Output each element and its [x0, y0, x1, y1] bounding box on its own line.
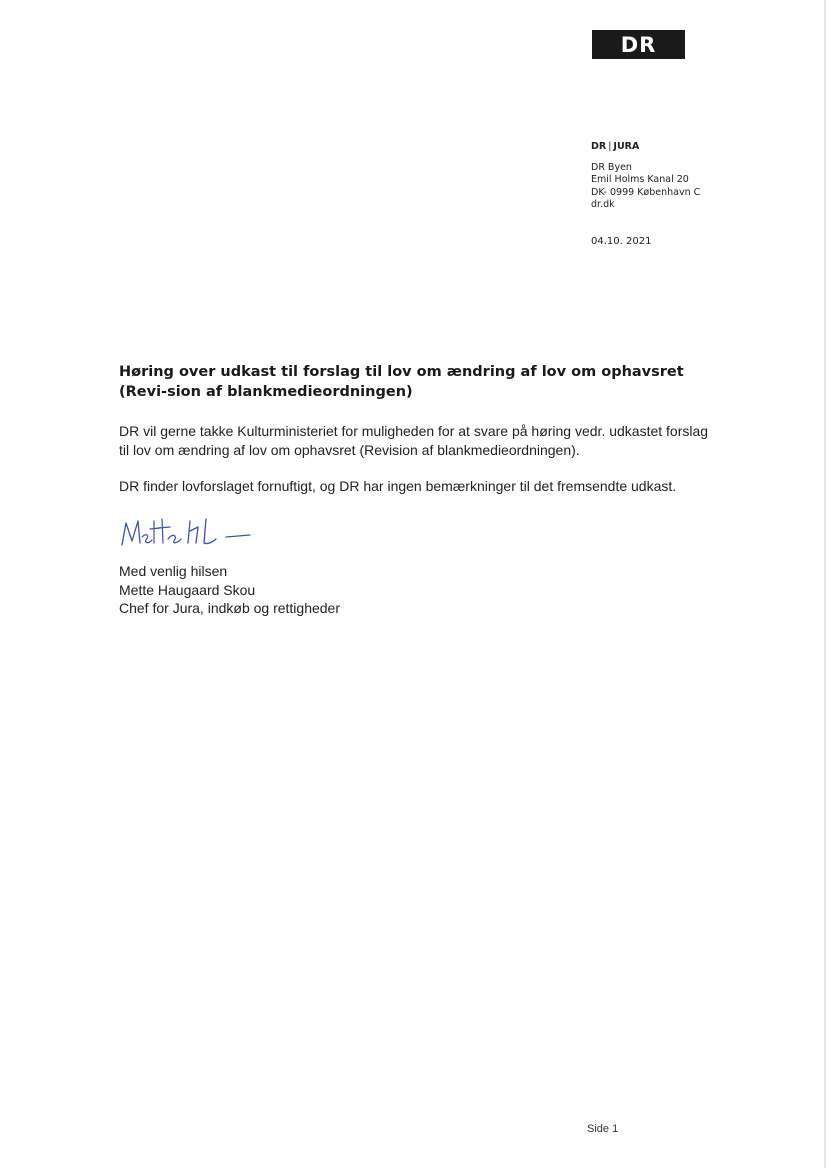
- sender-department-name: JURA: [613, 141, 640, 152]
- address-line: DK- 0999 København C: [591, 186, 701, 198]
- signer-title: Chef for Jura, indkøb og rettigheder: [119, 600, 341, 616]
- closing-greeting: Med venlig hilsen: [119, 563, 228, 579]
- body-paragraph: DR vil gerne takke Kulturministeriet for muligheden for at svare på høring vedr. udkastet forslag til lov om ændring af lov om ophavsret (Revision af blankmedieordningen).: [119, 423, 709, 458]
- department-separator: |: [608, 141, 612, 152]
- logo-text: DR: [620, 32, 657, 57]
- letter-heading: Høring over udkast til forslag til lov om ændring af lov om ophavsret (Revi-sion af blankmedieordningen): [119, 364, 684, 400]
- sender-department: [591, 141, 700, 154]
- dr-logo: [592, 30, 685, 59]
- signer-name: Mette Haugaard Skou: [119, 581, 256, 598]
- closing-block: [119, 562, 340, 618]
- address-line: DR Byen: [591, 161, 632, 173]
- letter-date: 04.10. 2021: [591, 236, 652, 247]
- handwritten-signature: [118, 513, 258, 555]
- address-line: dr.dk: [591, 199, 615, 211]
- body-paragraph: DR finder lovforslaget fornuftigt, og DR har ingen bemærkninger til det fremsendte udkast.: [119, 478, 677, 494]
- sender-address-block: [591, 141, 700, 212]
- address-line: Emil Holms Kanal 20: [591, 174, 689, 186]
- sender-org: DR: [591, 141, 607, 152]
- page-number: Side 1: [587, 1123, 619, 1135]
